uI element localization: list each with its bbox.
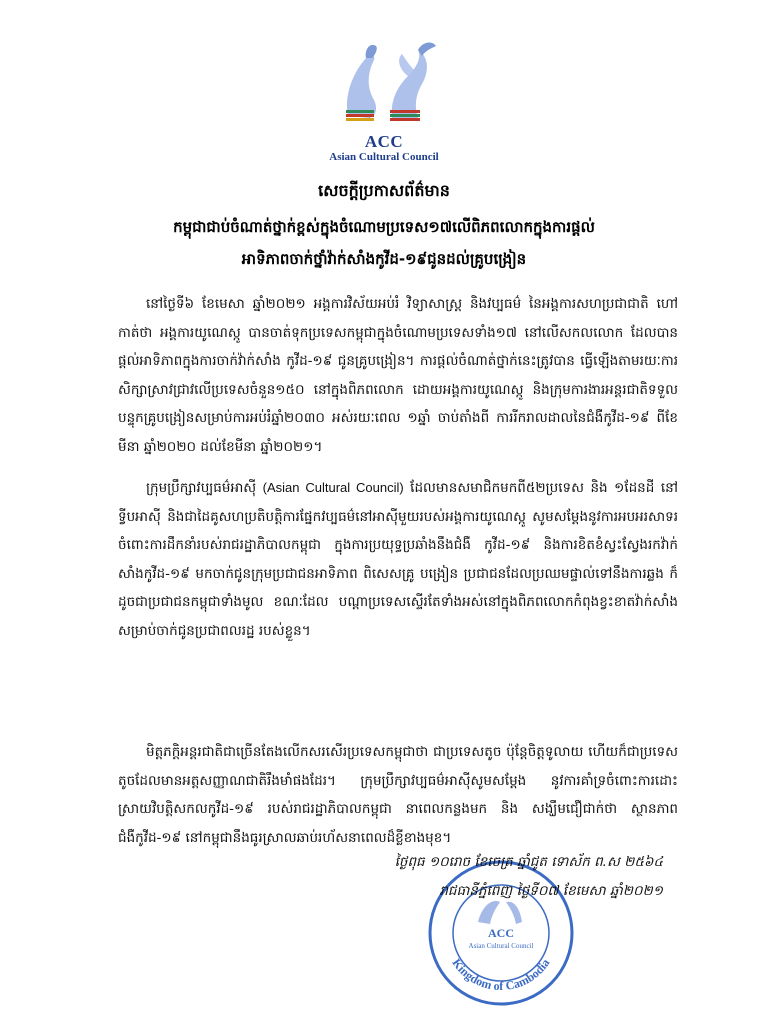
logo-acronym: ACC	[364, 132, 404, 151]
stamp-ring-text: Kingdom of Cambodia	[449, 955, 553, 994]
paragraph-2-part-b: ដែលមានសមាជិកមកពី៥២ប្រទេស និង ១ដែនដី នៅទ្វីបអាស៊ី និងជាដៃគូសហប្រតិបត្តិការផ្នែកវប្បធម៌នៅអាស៊ីមួយរបស់អង្គការយូណេស្កូ សូមសម្តែងនូវការអបអរសាទរ ចំពោះការដឹកនាំរបស់រាជរដ្ឋាភិបាលកម្ពុជា ក្នុងការប្រយុទ្ធប្រឆាំងនឹងជំងឺ កូវីដ-១៩ និងការខិតខំស្វះស្វែងរកវ៉ាក់សាំងកូវីដ-១៩ មកចាក់ជូនក្រុមប្រជាជនអាទិភាព ពិសេសគ្រូ បង្រៀន ប្រជាជនដែលប្រឈមផ្ទាល់ទៅនឹងការឆ្លង ក៏ដូចជាប្រជាជនកម្ពុជាទាំងមូល ខណៈដែល បណ្តាប្រទេសស្ទើរតែទាំងអស់នៅក្នុងពិភពលោកកំពុងខ្វះខាតវ៉ាក់សាំងសម្រាប់ចាក់ជូនប្រជាពលរដ្ឋ របស់ខ្លួន។	[118, 480, 678, 639]
paragraph-2-part-a: ក្រុមប្រឹក្សាវប្បធម៌អាស៊ី	[146, 480, 263, 496]
paragraph-1: នៅថ្ងៃទី៦ ខែមេសា ឆ្នាំ២០២១ អង្គការវិស័យអប់រំ វិទ្យាសាស្ត្រ និងវប្បធម៌ នៃអង្គការសហប្រជាជាតិ ហៅកាត់ថា អង្គការយូណេស្កូ បានចាត់ទុកប្រទេសកម្ពុជាក្នុងចំណោមប្រទេសទាំង១៧ នៅលើសកលលោក ដែលបានផ្តល់អាទិភាពក្នុងការចាក់វ៉ាក់សាំង កូវីដ-១៩ ជូនគ្រូបង្រៀន។ ការផ្តល់ចំណាត់ថ្នាក់នេះត្រូវបាន ធ្វើឡើងតាមរយៈការសិក្សាស្រាវជ្រាវលើប្រទេសចំនួន១៥០ នៅក្នុងពិភពលោក ដោយអង្គការយូណេស្កូ និងក្រុមការងារអន្តរជាតិទទួលបន្ទុកគ្រូបង្រៀនសម្រាប់ការអប់រំឆ្នាំ២០៣០ អស់រយៈពេល ១ឆ្នាំ ចាប់តាំងពី ការរីករាលដាលនៃជំងឺកូវីដ-១៩ ពីខែមីនា ឆ្នាំ២០២០ ដល់ខែមីនា ឆ្នាំ២០២១។	[118, 296, 678, 455]
official-stamp	[426, 858, 576, 1008]
headline-line-1: កម្ពុជាជាប់ចំណាត់ថ្នាក់ខ្ពស់ក្នុងចំណោមប្រទេស១៧លើពិភពលោកក្នុងការផ្តល់	[173, 218, 595, 236]
press-release-title: សេចក្តីប្រកាសព័ត៌មាន	[318, 181, 450, 200]
headline-line-2: អាទិភាពចាក់ថ្នាំវ៉ាក់សាំងកូវីដ-១៩ជូនដល់គ្រូបង្រៀន	[241, 250, 527, 268]
stamp-organization-name: Asian Cultural Council	[468, 942, 534, 950]
paragraph-2-org-name: (Asian Cultural Council)	[262, 480, 404, 495]
lunar-date: ថ្ងៃពុធ ១០រោច ខែចេត្រ ឆ្នាំជូត ទោស័ក ព.ស ២៥៦៤	[394, 854, 663, 870]
dancing-hands-icon	[318, 30, 450, 130]
paragraph-2	[118, 474, 678, 646]
acc-logo	[318, 30, 450, 163]
stamp-acronym: ACC	[488, 926, 514, 940]
svg-text:Kingdom of Cambodia	[449, 956, 552, 993]
solar-date-place: រាជធានីភ្នំពេញ ថ្ងៃទី០៧ ខែមេសា ឆ្នាំ២០២១	[439, 883, 663, 899]
logo-organization-name: Asian Cultural Council	[329, 151, 439, 163]
paragraph-3: មិត្តភក្តិអន្តរជាតិជាច្រើនតែងលើកសរសើរប្រទេសកម្ពុជាថា ជាប្រទេសតូច ប៉ុន្តែចិត្តទូលាយ ហើយក៏ជាប្រទេសតូចដែលមានអត្តសញ្ញាណជាតិរឹងមាំផងដែរ។ ក្រុមប្រឹក្សាវប្បធម៌អាស៊ីសូមសម្តែង នូវការគាំទ្រចំពោះការដោះស្រាយវិបត្តិសកលកូវីដ-១៩ របស់រាជរដ្ឋាភិបាលកម្ពុជា នាពេលកន្លងមក និង សង្ឃឹមជឿជាក់ថា ស្ថានភាពជំងឺកូវីដ-១៩ នៅកម្ពុជានឹងធូរស្រាលឆាប់រហ័សនាពេលដ៏ខ្លីខាងមុខ។	[118, 744, 678, 846]
